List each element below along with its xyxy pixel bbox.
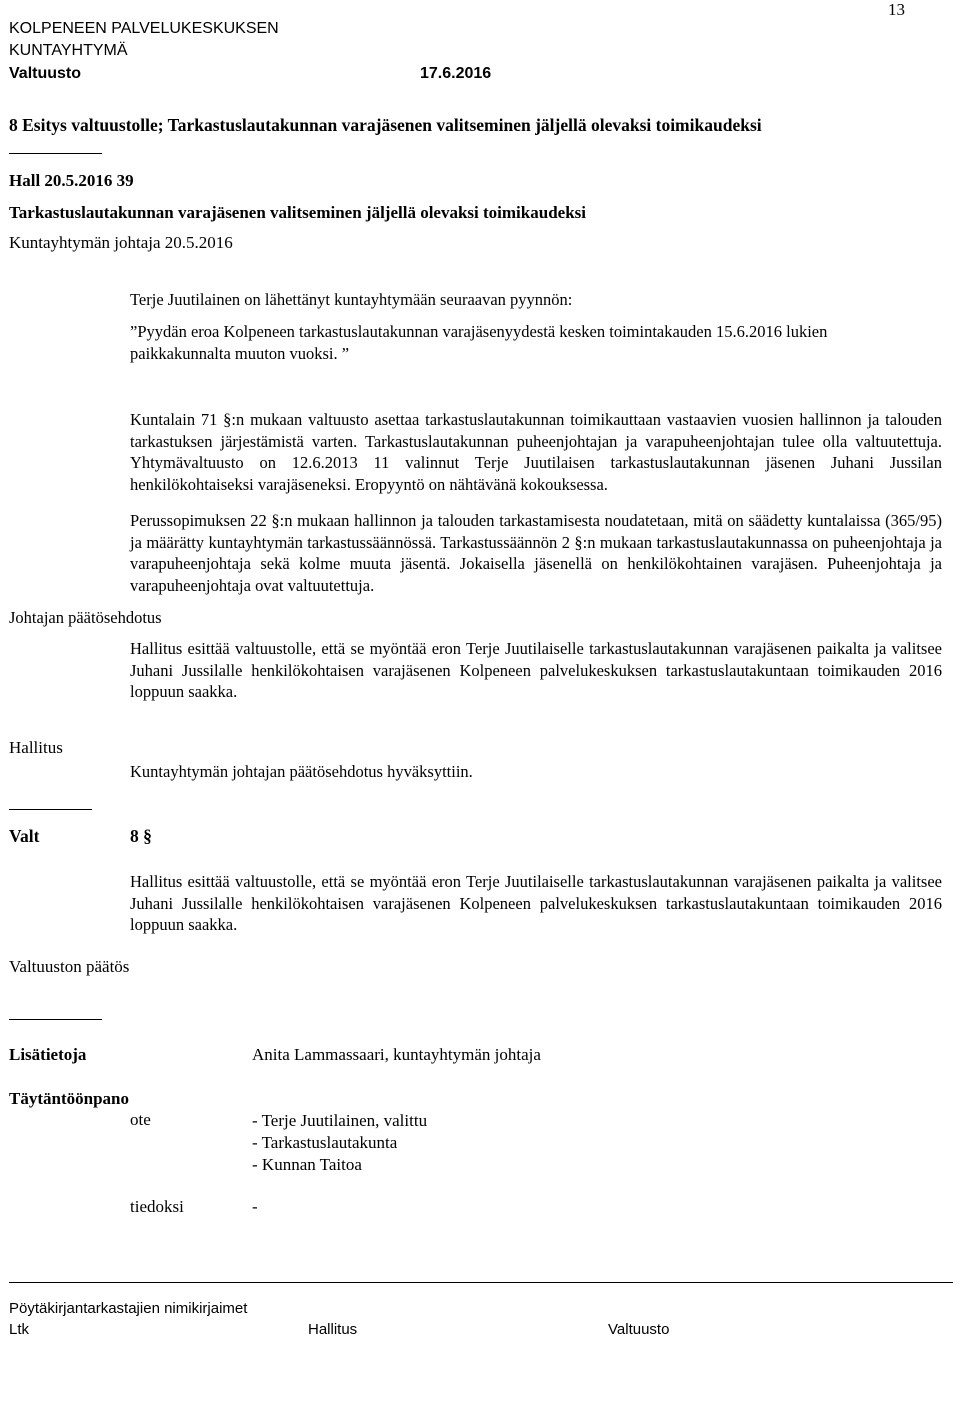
ote-recipient: - Tarkastuslautakunta xyxy=(252,1133,398,1152)
ote-recipient: - Kunnan Taitoa xyxy=(252,1155,362,1174)
board-label: Hallitus xyxy=(9,738,63,757)
valt-text: Hallitus esittää valtuustolle, että se myöntää eron Terje Juutilaiselle tarkastuslautakunnan varajäsenen paikalta ja valitsee Juhani Jussilalle henkilökohtaisen varajäsenen Kolpeneen palvelukeskuksen tarkastuslautakuntaan toimikauden 2016 loppuun saakka. xyxy=(130,872,942,935)
valt-number: 8 § xyxy=(130,826,152,846)
page-number: 13 xyxy=(888,0,905,19)
paragraph-perussopimus: Perussopimuksen 22 §:n mukaan hallinnon ja talouden tarkastamisesta noudatetaan, mitä on säädetty kuntalaissa (365/95) ja määrätty kuntayhtymän tarkastussäännössä. Tarkastussäännön 2 §:n mukaan tarkastuslautakunnassa on puheenjohtaja ja varapuheenjohtaja sekä kolme muuta jäsentä. Jokaisella jäsenellä on henkilökohtainen varajäsen. Puheenjohtaja ja varapuheenjohtaja ovat valtuutettuja. xyxy=(130,511,942,596)
board-decision: Kuntayhtymän johtajan päätösehdotus hyväksyttiin. xyxy=(130,762,473,781)
ote-recipient: - Terje Juutilainen, valittu xyxy=(252,1111,428,1130)
decision-divider xyxy=(9,1019,102,1020)
execution-label: Täytäntöönpano xyxy=(9,1089,129,1108)
meeting-body: Valtuusto xyxy=(9,65,82,82)
intro-text: Terje Juutilainen on lähettänyt kuntayhtymään seuraavan pyynnön: xyxy=(130,290,573,309)
ote-label: ote xyxy=(130,1110,151,1129)
footer-valtuusto: Valtuusto xyxy=(608,1321,670,1338)
footer-rule xyxy=(9,1282,953,1283)
info-value: Anita Lammassaari, kuntayhtymän johtaja xyxy=(252,1045,541,1064)
footer-hallitus: Hallitus xyxy=(308,1321,358,1338)
info-label: Lisätietoja xyxy=(9,1045,87,1064)
tiedoksi-value: - xyxy=(252,1197,258,1216)
quote-line-2: paikkakunnalta muuton vuoksi. ” xyxy=(130,344,350,363)
footer-title: Pöytäkirjantarkastajien nimikirjaimet xyxy=(9,1300,248,1317)
prior-reference: Hall 20.5.2016 39 xyxy=(9,171,134,190)
item-heading: 8 Esitys valtuustolle; Tarkastuslautakunnan varajäsenen valitseminen jäljellä olevaksi toimikaudeksi xyxy=(9,115,762,135)
section-divider xyxy=(9,809,92,810)
quote-line-1: ”Pyydän eroa Kolpeneen tarkastuslautakunnan varajäsenyydestä kesken toimintakauden 15.6.2016 lukien xyxy=(130,322,828,341)
footer-ltk: Ltk xyxy=(9,1321,30,1338)
ote-recipients xyxy=(252,1110,427,1176)
organization-name: KOLPENEEN PALVELUKESKUKSEN xyxy=(9,20,279,37)
proposal-label: Johtajan päätösehdotus xyxy=(9,608,162,627)
meeting-date: 17.6.2016 xyxy=(420,65,492,82)
council-decision-label: Valtuuston päätös xyxy=(9,957,130,976)
organization-name-line2: KUNTAYHTYMÄ xyxy=(9,42,128,59)
preparer-line: Kuntayhtymän johtaja 20.5.2016 xyxy=(9,233,233,252)
valt-label: Valt xyxy=(9,826,40,846)
subheading: Tarkastuslautakunnan varajäsenen valitseminen jäljellä olevaksi toimikaudeksi xyxy=(9,203,586,222)
proposal-text: Hallitus esittää valtuustolle, että se myöntää eron Terje Juutilaiselle tarkastuslautakunnan varajäsenen paikalta ja valitsee Juhani Jussilalle henkilökohtaisen varajäsenen Kolpeneen palvelukeskuksen tarkastuslautakuntaan toimikauden 2016 loppuun saakka. xyxy=(130,639,942,702)
paragraph-kuntalaki: Kuntalain 71 §:n mukaan valtuusto asettaa tarkastuslautakunnan toimikauttaan vastaavien vuosien hallinnon ja talouden tarkastuksen järjestämistä varten. Tarkastuslautakunnan puheenjohtajan ja varapuheenjohtajan tulee olla valtuutettuja. Yhtymävaltuusto on 12.6.2013 11 valinnut Terje Juutilaisen tarkastuslautakunnan jäsenen Juhani Jussilan henkilökohtaiseksi varajäseneksi. Eropyyntö on nähtävänä kokouksessa. xyxy=(130,410,942,495)
tiedoksi-label: tiedoksi xyxy=(130,1197,184,1216)
heading-underline xyxy=(9,153,102,154)
